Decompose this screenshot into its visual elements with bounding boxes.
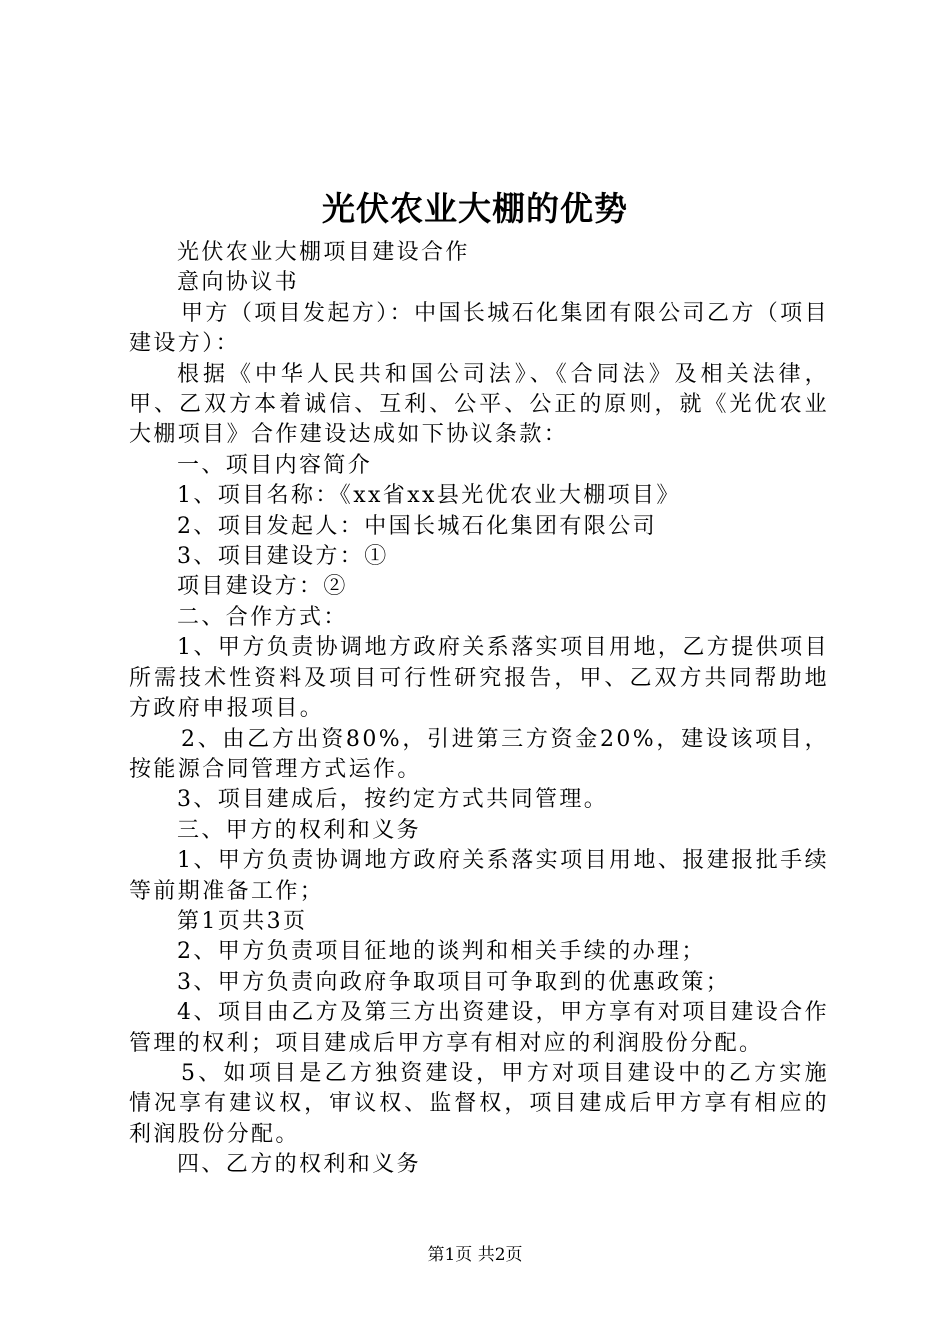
section-heading: 一、项目内容简介 (177, 452, 373, 478)
page-footer: 第1页 共2页 (427, 1245, 523, 1265)
paragraph: 3、项目建成后，按约定方式共同管理。 (177, 787, 609, 813)
paragraph: 3、项目建设方：① (177, 544, 389, 570)
paragraph: 项目建设方：② (177, 574, 348, 600)
paragraph: 4、项目由乙方及第三方出资建设，甲方享有对项目建设合作管理的权利；项目建成后甲方享有相对应的利润股份分配。 (129, 1000, 829, 1056)
section-heading: 四、乙方的权利和义务 (177, 1152, 422, 1178)
inline-page-marker: 第1页共3页 (177, 908, 308, 934)
section-heading: 三、甲方的权利和义务 (177, 817, 422, 843)
paragraph: 意向协议书 (177, 270, 300, 296)
section-heading: 二、合作方式： (177, 604, 348, 630)
paragraph: 光伏农业大棚项目建设合作 (177, 240, 470, 265)
paragraph: 2、甲方负责项目征地的谈判和相关手续的办理； (177, 939, 706, 965)
paragraph: 根据《中华人民共和国公司法》、《合同法》及相关法律，甲、乙双方本着诚信、互利、公平、公正的原则，就《光优农业大棚项目》合作建设达成如下协议条款： (129, 361, 829, 448)
document-body (129, 238, 829, 1181)
paragraph: 甲方（项目发起方）：中国长城石化集团有限公司乙方（项目建设方）： (129, 300, 829, 357)
paragraph: 1、项目名称：《xx省xx县光优农业大棚项目》 (177, 483, 681, 509)
paragraph: 2、项目发起人：中国长城石化集团有限公司 (177, 513, 657, 539)
document-title: 光伏农业大棚的优势 (322, 189, 628, 228)
paragraph: 3、甲方负责向政府争取项目可争取到的优惠政策； (177, 969, 731, 995)
paragraph: 1、甲方负责协调地方政府关系落实项目用地，乙方提供项目所需技术性资料及项目可行性研究报告，甲、乙双方共同帮助地方政府申报项目。 (129, 635, 829, 722)
paragraph: 2、由乙方出资80%，引进第三方资金20%，建设该项目，按能源合同管理方式运作。 (129, 726, 829, 782)
paragraph: 1、甲方负责协调地方政府关系落实项目用地、报建报批手续等前期准备工作； (129, 848, 829, 904)
paragraph: 5、如项目是乙方独资建设，甲方对项目建设中的乙方实施情况享有建议权，审议权、监督权，项目建成后甲方享有相应的利润股份分配。 (129, 1060, 829, 1147)
